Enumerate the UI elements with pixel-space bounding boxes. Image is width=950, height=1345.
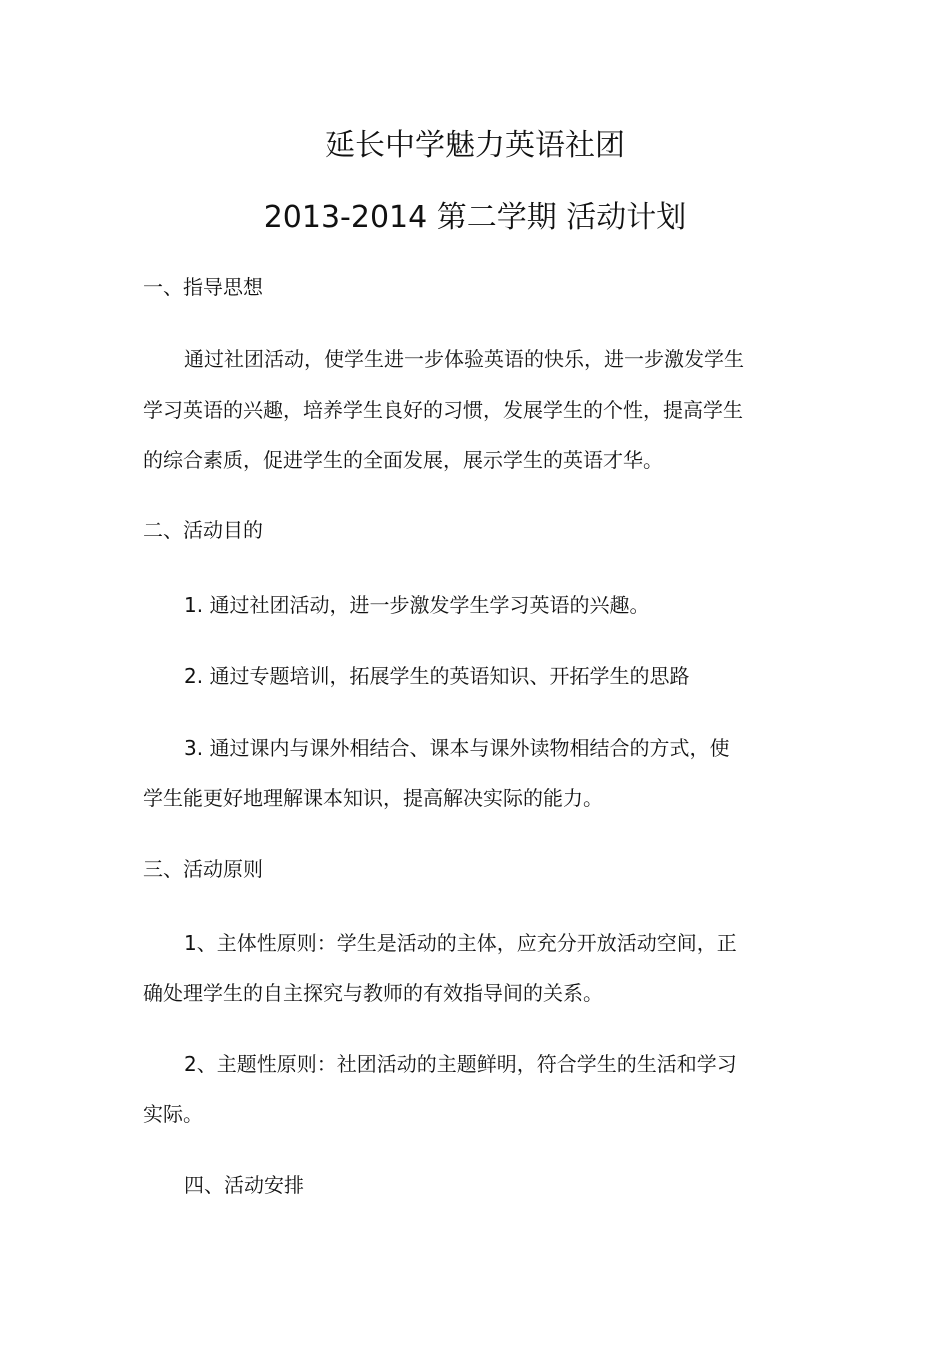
paragraph-line: 学习英语的兴趣，培养学生良好的习惯，发展学生的个性，提高学生 bbox=[143, 398, 743, 422]
list-item: 1、主体性原则：学生是活动的主体，应充分开放活动空间，正 bbox=[184, 931, 737, 955]
paragraph-line: 的综合素质，促进学生的全面发展，展示学生的英语才华。 bbox=[143, 448, 663, 472]
section-heading-activity-principles: 三、活动原则 bbox=[143, 857, 263, 881]
list-item-continuation: 学生能更好地理解课本知识，提高解决实际的能力。 bbox=[143, 786, 603, 810]
document-subtitle: 2013-2014 第二学期 活动计划 bbox=[263, 200, 687, 235]
list-item: 2、主题性原则：社团活动的主题鲜明，符合学生的生活和学习 bbox=[184, 1052, 737, 1076]
list-item-continuation: 实际。 bbox=[143, 1102, 203, 1126]
paragraph-line: 通过社团活动，使学生进一步体验英语的快乐，进一步激发学生 bbox=[184, 347, 744, 371]
list-item: 2. 通过专题培训，拓展学生的英语知识、开拓学生的思路 bbox=[184, 664, 690, 688]
section-heading-activity-schedule: 四、活动安排 bbox=[184, 1173, 304, 1197]
section-heading-guiding-thought: 一、指导思想 bbox=[143, 275, 263, 299]
document-title: 延长中学魅力英语社团 bbox=[325, 128, 625, 163]
list-item: 3. 通过课内与课外相结合、课本与课外读物相结合的方式，使 bbox=[184, 736, 730, 760]
list-item-continuation: 确处理学生的自主探究与教师的有效指导间的关系。 bbox=[143, 981, 603, 1005]
list-item: 1. 通过社团活动，进一步激发学生学习英语的兴趣。 bbox=[184, 593, 650, 617]
section-heading-activity-purpose: 二、活动目的 bbox=[143, 518, 263, 542]
